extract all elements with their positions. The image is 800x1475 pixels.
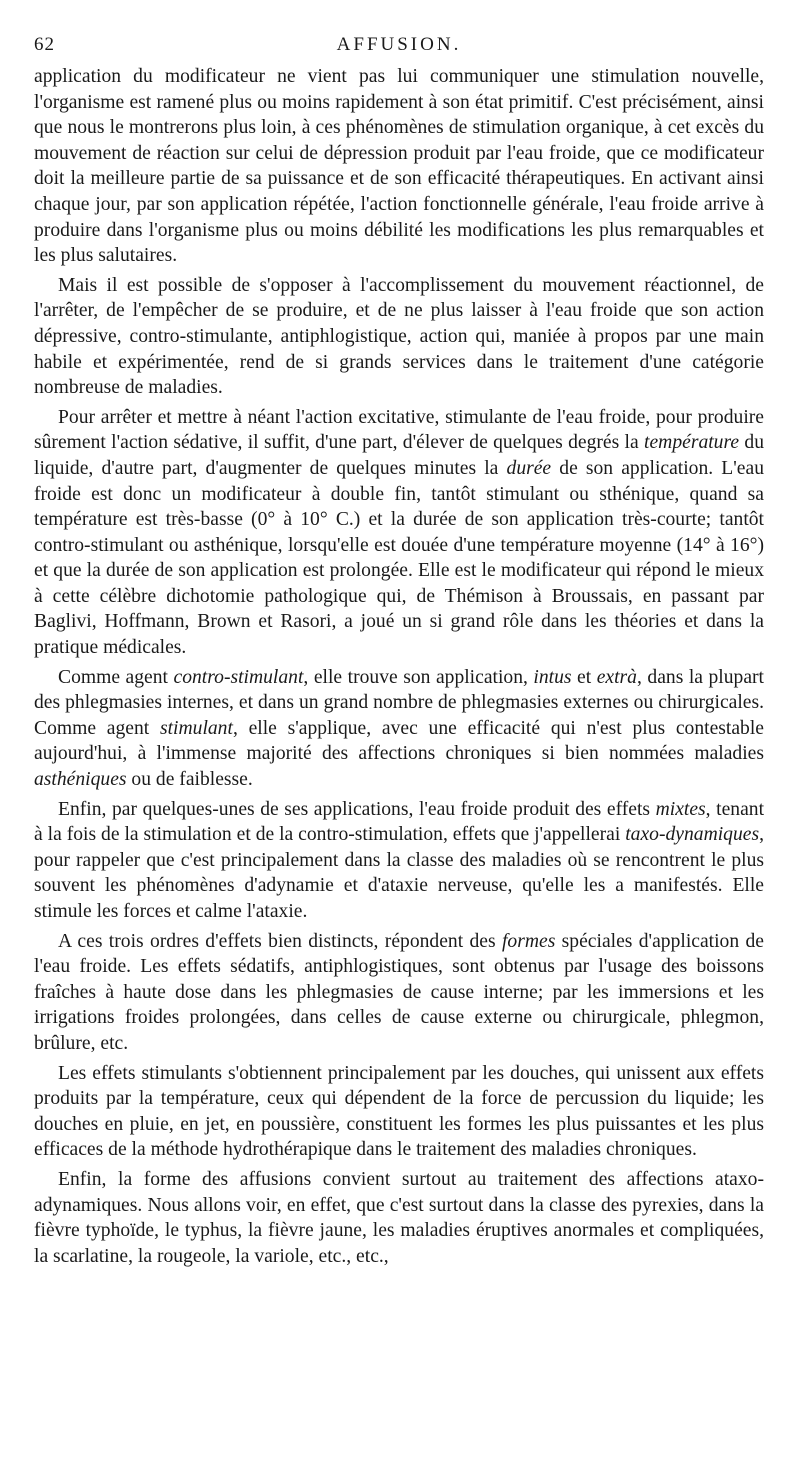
text-run: Enfin, par quelques-unes de ses applications, l'eau froide produit des effets xyxy=(58,798,656,820)
italic-term: température xyxy=(644,432,740,454)
paragraph xyxy=(34,1167,764,1269)
paragraph xyxy=(34,665,764,793)
italic-term: contro-stimulant xyxy=(173,666,304,688)
paragraph xyxy=(34,797,764,925)
running-head xyxy=(34,28,764,64)
text-run: , dans la plupart des phlegmasies internes, et dans un grand nombre de phlegmasies externes ou chirurgicales. Comme agent xyxy=(34,666,764,739)
paragraph xyxy=(34,929,764,1057)
italic-term: extrà xyxy=(596,666,637,688)
text-run: Les effets stimulants s'obtiennent principalement par les douches, qui unissent aux effets produits par la température, ceux qui dépendent de la force de percussion du liquide; les douches en pluie, en jet, en poussière, constituent les formes les plus puissantes et les plus efficaces de la méthode hydrothérapique dans le traitement des maladies chroniques. xyxy=(34,1062,764,1161)
body-text xyxy=(34,64,764,1269)
paragraph xyxy=(34,64,764,269)
text-run: A ces trois ordres d'effets bien distincts, répondent des xyxy=(58,930,502,952)
text-run: , elle trouve son application, xyxy=(303,666,534,688)
paragraph xyxy=(34,273,764,401)
text-run: Mais il est possible de s'opposer à l'accomplissement du mouvement réactionnel, de l'arrêter, de l'empêcher de se produire, et de ne plus laisser à l'eau froide que son action dépressive, contro-stimulante, antiphlogistique, action qui, maniée à propos par une main habile et expérimentée, rend de si grands services dans le traitement d'une catégorie nombreuse de maladies. xyxy=(34,274,764,399)
text-run: du liquide, d'autre part, d'augmenter de quelques minutes la xyxy=(34,432,764,479)
italic-term: stimulant xyxy=(159,717,233,739)
italic-term: intus xyxy=(533,666,572,688)
paragraph xyxy=(34,1061,764,1163)
text-run: application du modificateur ne vient pas lui communiquer une stimulation nouvelle, l'organisme est ramené plus ou moins rapidement à son état primitif. C'est précisément, ainsi que nous le montrerons plus loin, à ces phénomènes de stimulation organique, à cet excès du mouvement de réaction sur celui de dépression produit par l'eau froide, que ce modificateur doit la meilleure partie de sa puissance et de son efficacité thérapeutiques. En activant ainsi chaque jour, par son application répétée, l'action fonctionnelle générale, l'eau froide arrive à produire dans l'organisme plus ou moins débilité les modifications les plus remarquables et les plus salutaires. xyxy=(34,66,764,267)
text-run: et xyxy=(571,666,597,688)
text-run: Pour arrêter et mettre à néant l'action excitative, stimulante de l'eau froide, pour produire sûrement l'action sédative, il suffit, d'une part, d'élever de quelques degrés la xyxy=(34,406,764,454)
italic-term: taxo-dynamiques xyxy=(625,824,760,846)
italic-term: formes xyxy=(501,930,556,952)
text-run: , tenant à la fois de la stimulation et de la contro-stimulation, effets que j'appellerai xyxy=(34,798,765,846)
text-run: , pour rappeler que c'est principalement dans la classe des maladies où se rencontrent le plus souvent les phénomènes d'adynamie et d'ataxie nerveuse, qu'elle les a manifestés. Elle stimule les forces et calme l'ataxie. xyxy=(34,824,764,922)
text-run: Enfin, la forme des affusions convient surtout au traitement des affections ataxo-adynamiques. Nous allons voir, en effet, que c'est surtout dans la classe des pyrexies, dans la fièvre typhoïde, le typhus, la fièvre jaune, les maladies éruptives anormales et compliquées, la scarlatine, la rougeole, la variole, etc., etc., xyxy=(34,1168,764,1267)
running-title: AFFUSION. xyxy=(336,34,462,55)
italic-term: mixtes xyxy=(655,798,706,820)
text-run: spéciales d'application de l'eau froide. Les effets sédatifs, antiphlogistiques, sont obtenus par l'usage des boissons fraîches à haute dose dans les phlegmasies de cause interne; par les immersions et les irrigations froides prolongées, dans celles de cause externe ou chirurgicale, phlegmon, brûlure, etc. xyxy=(34,930,764,1054)
text-run: ou de faiblesse. xyxy=(126,769,253,791)
text-run: , elle s'applique, avec une efficacité qui n'est plus contestable aujourd'hui, à l'immense majorité des affections chroniques si bien nommées maladies xyxy=(34,717,764,765)
page-number: 62 xyxy=(34,34,55,55)
text-run: Comme agent xyxy=(58,666,174,688)
italic-term: durée xyxy=(506,457,552,479)
italic-term: asthéniques xyxy=(34,769,127,791)
paragraph xyxy=(34,405,764,661)
text-run: de son application. L'eau froide est donc un modificateur à double fin, tantôt stimulant ou sthénique, quand sa température est très-basse (0° à 10° C.) et la durée de son application très-courte; tantôt contro-stimulant ou asthénique, lorsqu'elle est douée d'une température moyenne (14° à 16°) et que la durée de son application est prolongée. Elle est le modificateur qui répond le mieux à cette célèbre dichotomie pathologique qui, de Thémison à Broussais, en passant par Baglivi, Hoffmann, Brown et Rasori, a joué un si grand rôle dans les théories et dans la pratique médicales. xyxy=(34,457,764,659)
